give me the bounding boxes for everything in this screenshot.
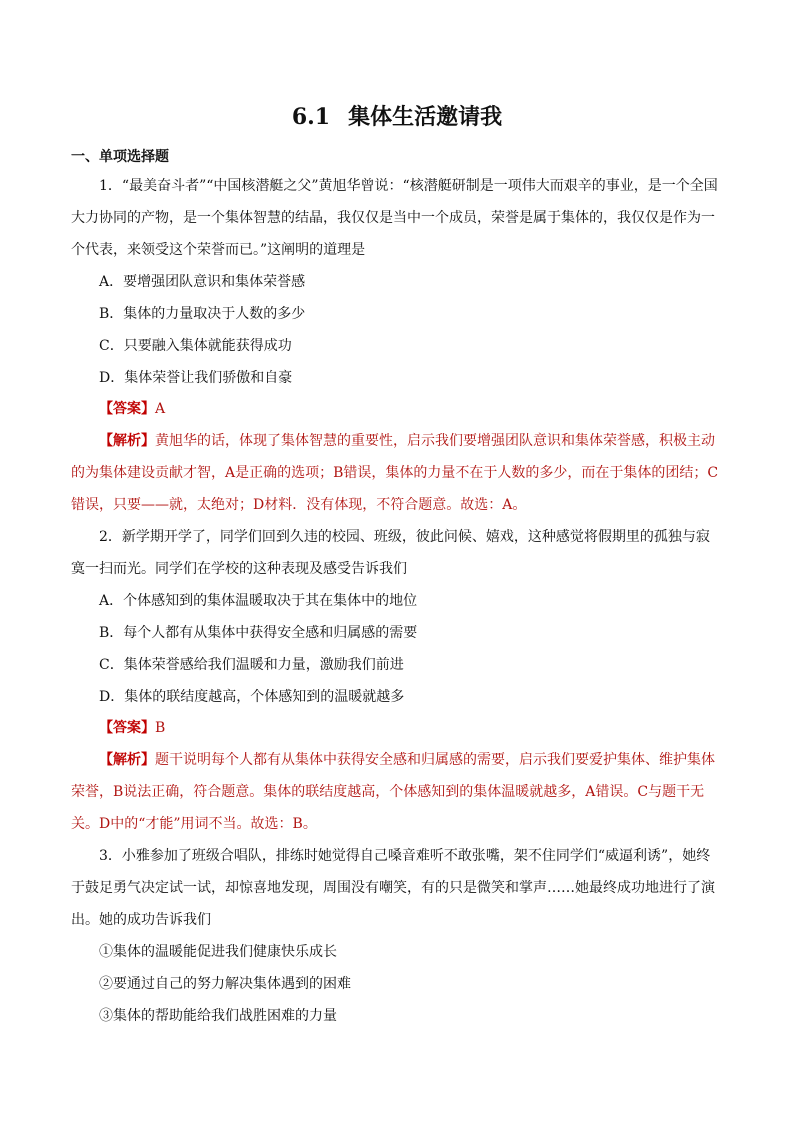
title-text: 集体生活邀请我 <box>348 104 503 130</box>
title-number: 6.1 <box>291 104 331 130</box>
explanation-tag: 【解析】 <box>99 433 155 449</box>
question-2-stem: 2．新学期开学了，同学们回到久违的校园、班级，彼此问候、嬉戏，这种感觉将假期里的孤独与寂寞一扫而光。同学们在学校的这种表现及感受告诉我们 <box>71 529 710 577</box>
question-1-explanation <box>71 425 721 521</box>
question-2-option-d: D．集体的联结度越高，个体感知到的温暖就越多 <box>99 689 405 705</box>
question-3-option-1: ①集体的温暖能促进我们健康快乐成长 <box>99 944 337 960</box>
answer-value: B <box>155 720 166 736</box>
question-1-option-b: B．集体的力量取决于人数的多少 <box>99 306 306 322</box>
section-heading: 一、单项选择题 <box>71 149 169 165</box>
answer-tag: 【答案】 <box>99 401 155 417</box>
explanation-text: 黄旭华的话，体现了集体智慧的重要性，启示我们要增强团队意识和集体荣誉感，积极主动的为集体建设贡献才智，A是正确的选项；B错误，集体的力量不在于人数的多少，而在于集体的团结；C错误，只要——就，太绝对；D材料．没有体现，不符合题意。故选：A。 <box>71 433 719 513</box>
explanation-tag: 【解析】 <box>99 752 155 768</box>
question-2-explanation <box>71 744 721 840</box>
question-2-option-a: A．个体感知到的集体温暖取决于其在集体中的地位 <box>99 593 418 609</box>
question-1-option-d: D．集体荣誉让我们骄傲和自豪 <box>99 370 293 386</box>
page-title <box>0 100 794 131</box>
explanation-text: 题干说明每个人都有从集体中获得安全感和归属感的需要，启示我们要爱护集体、维护集体荣誉，B说法正确，符合题意。集体的联结度越高，个体感知到的集体温暖就越多，A错误。C与题干无关。D中的“才能”用词不当。故选：B。 <box>71 752 715 832</box>
question-2-option-c: C．集体荣誉感给我们温暖和力量，激励我们前进 <box>99 657 404 673</box>
question-2-answer <box>71 712 721 744</box>
question-3-stem: 3．小雅参加了班级合唱队，排练时她觉得自己嗓音难听不敢张嘴，架不住同学们“威逼利诱”，她终于鼓足勇气决定试一试，却惊喜地发现，周围没有嘲笑，有的只是微笑和掌声……她最终成功地进行了演出。她的成功告诉我们 <box>71 848 715 928</box>
question-1-stem: 1．“最美奋斗者”“中国核潜艇之父”黄旭华曾说：“核潜艇研制是一项伟大而艰辛的事业，是一个全国大力协同的产物，是一个集体智慧的结晶，我仅仅是当中一个成员，荣誉是属于集体的，我仅仅是作为一个代表，来领受这个荣誉而已。”这阐明的道理是 <box>71 178 718 258</box>
question-3-option-3: ③集体的帮助能给我们战胜困难的力量 <box>99 1008 337 1024</box>
question-1-answer <box>71 393 721 425</box>
question-3-option-2: ②要通过自己的努力解决集体遇到的困难 <box>99 976 351 992</box>
question-1-option-c: C．只要融入集体就能获得成功 <box>99 338 292 354</box>
question-1-option-a: A．要增强团队意识和集体荣誉感 <box>99 274 306 290</box>
answer-value: A <box>155 401 166 417</box>
answer-tag: 【答案】 <box>99 720 155 736</box>
question-2-option-b: B．每个人都有从集体中获得安全感和归属感的需要 <box>99 625 418 641</box>
